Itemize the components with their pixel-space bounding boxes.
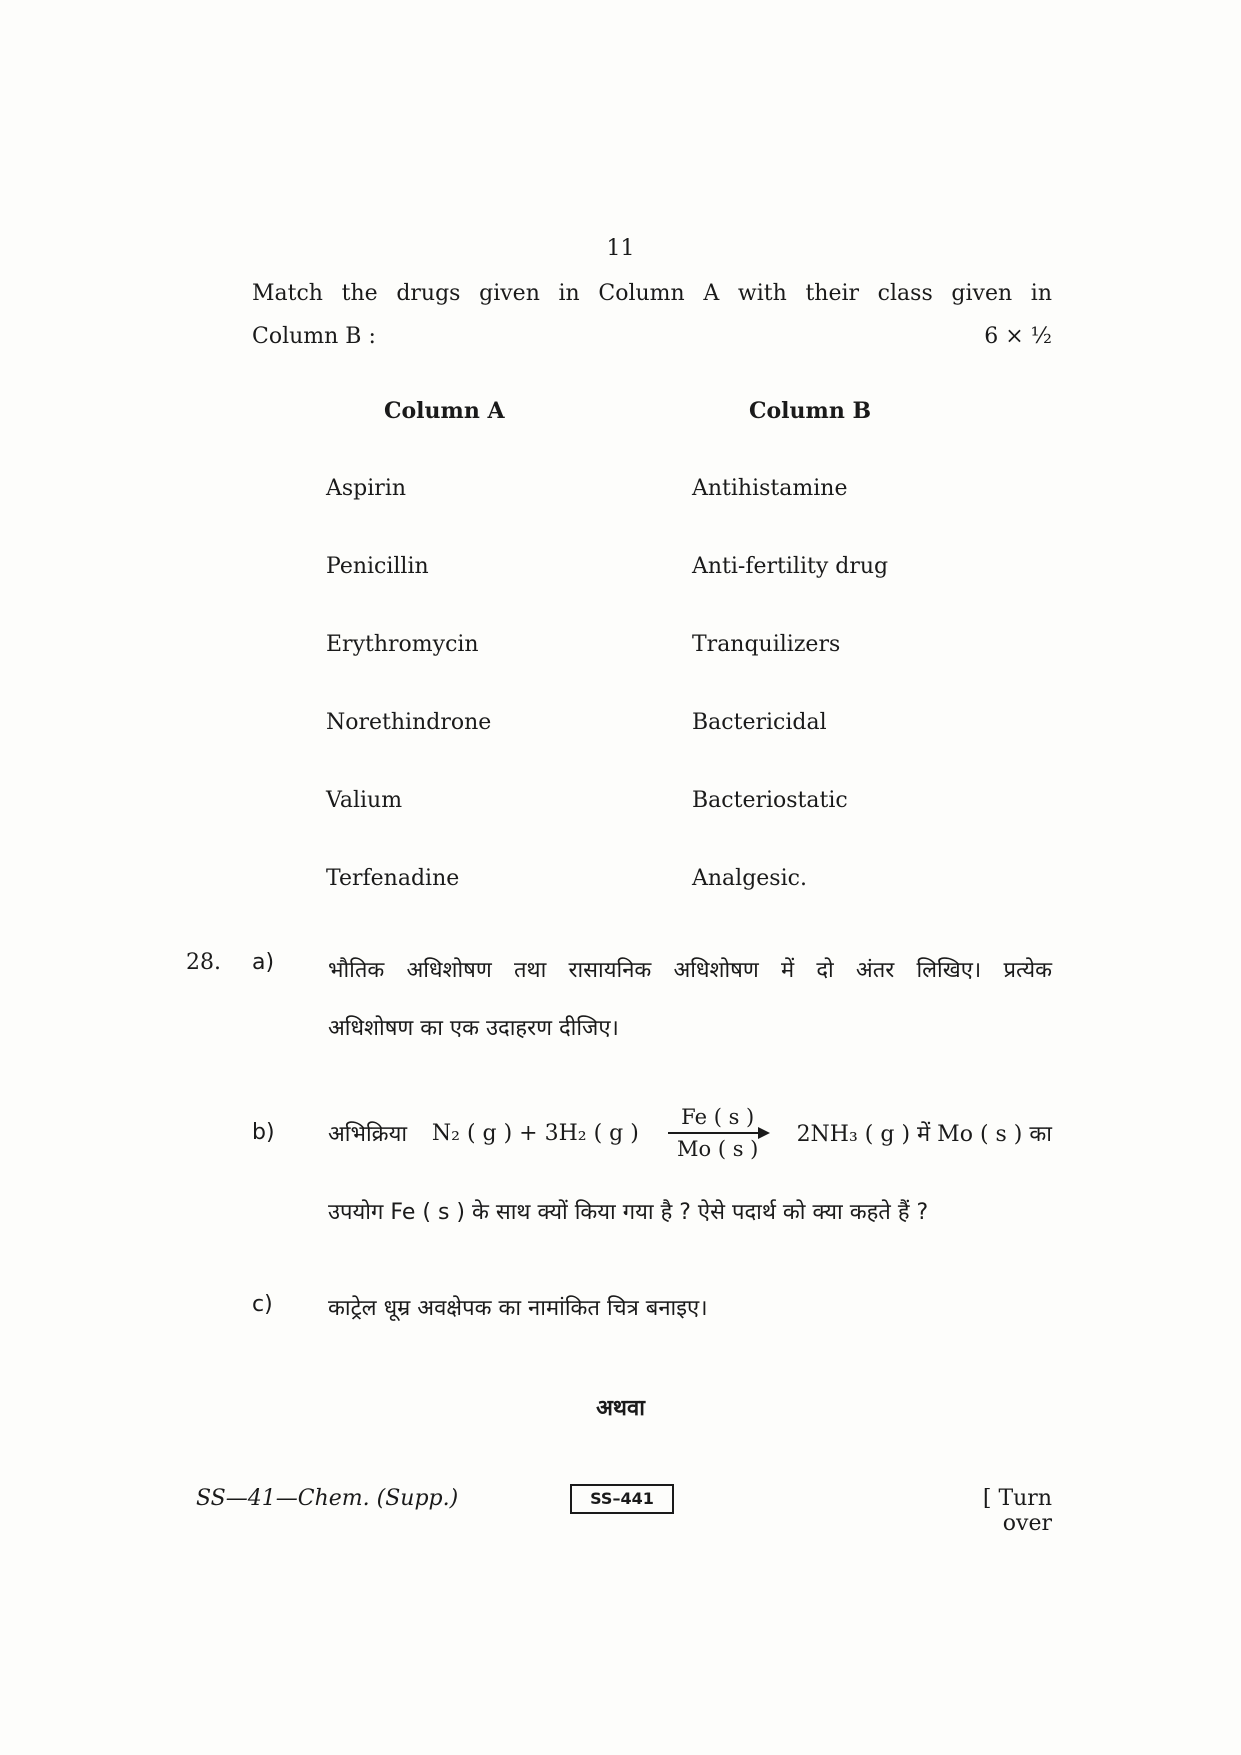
intro-line-2 — [252, 315, 1052, 358]
sub-question-c-label: c) — [252, 1292, 273, 1317]
sub-question-a-label: a) — [252, 950, 275, 975]
sub-question-c-text: काट्रेल धूम्र अवक्षेपक का नामांकित चित्र बनाइए। — [328, 1296, 708, 1321]
page-number: 11 — [606, 236, 635, 261]
catalyst-top: Fe ( s ) — [681, 1105, 755, 1129]
column-a-item: Penicillin — [326, 554, 429, 579]
footer-turn-over: [ Turn over — [982, 1486, 1052, 1536]
column-b-item: Bacteriostatic — [692, 788, 848, 813]
question-intro — [252, 272, 1052, 358]
catalyst-bottom: Mo ( s ) — [677, 1137, 759, 1161]
column-a-item: Terfenadine — [326, 866, 460, 891]
column-b-heading: Column B — [749, 398, 872, 424]
sub-question-b-label: b) — [252, 1120, 275, 1145]
column-b-item: Analgesic. — [692, 866, 807, 891]
sub-question-b-reaction-row — [328, 1098, 1052, 1168]
footer-boxed-code: SS–441 — [570, 1484, 674, 1514]
intro-line-1: Match the drugs given in Column A with their class given in — [252, 281, 1052, 306]
column-b-item: Tranquilizers — [692, 632, 841, 657]
reaction-arrow — [668, 1104, 768, 1162]
intro-column-b-text: Column B : — [252, 324, 376, 349]
sub-question-a-line-2: अधिशोषण का एक उदाहरण दीजिए। — [328, 1016, 619, 1041]
column-a-item: Valium — [326, 788, 403, 813]
sub-question-a-text — [328, 942, 1052, 1058]
reaction-product: 2NH₃ ( g ) में Mo ( s ) का — [796, 1122, 1052, 1147]
column-a-item: Aspirin — [326, 476, 407, 501]
marks: 6 × ½ — [984, 324, 1052, 349]
sub-question-b-line-2: उपयोग Fe ( s ) के साथ क्यों किया गया है ? ऐसे पदार्थ को क्या कहते हैं ? — [328, 1200, 929, 1225]
or-divider: अथवा — [596, 1396, 645, 1421]
column-b-item: Bactericidal — [692, 710, 827, 735]
column-a-item: Erythromycin — [326, 632, 479, 657]
reaction-reactants: N₂ ( g ) + 3H₂ ( g ) — [431, 1120, 639, 1146]
column-a-heading: Column A — [384, 398, 505, 424]
column-b-item: Anti-fertility drug — [692, 554, 889, 579]
sub-question-a-line-1: भौतिक अधिशोषण तथा रासायनिक अधिशोषण में दो अंतर लिखिए। प्रत्येक — [328, 958, 1052, 983]
column-a-item: Norethindrone — [326, 710, 492, 735]
footer-paper-code: SS—41—Chem. (Supp.) — [196, 1486, 459, 1511]
question-number: 28. — [186, 950, 221, 975]
column-b-item: Antihistamine — [692, 476, 848, 501]
right-arrow-icon — [668, 1132, 768, 1134]
reaction-prefix: अभिक्रिया — [328, 1122, 408, 1147]
